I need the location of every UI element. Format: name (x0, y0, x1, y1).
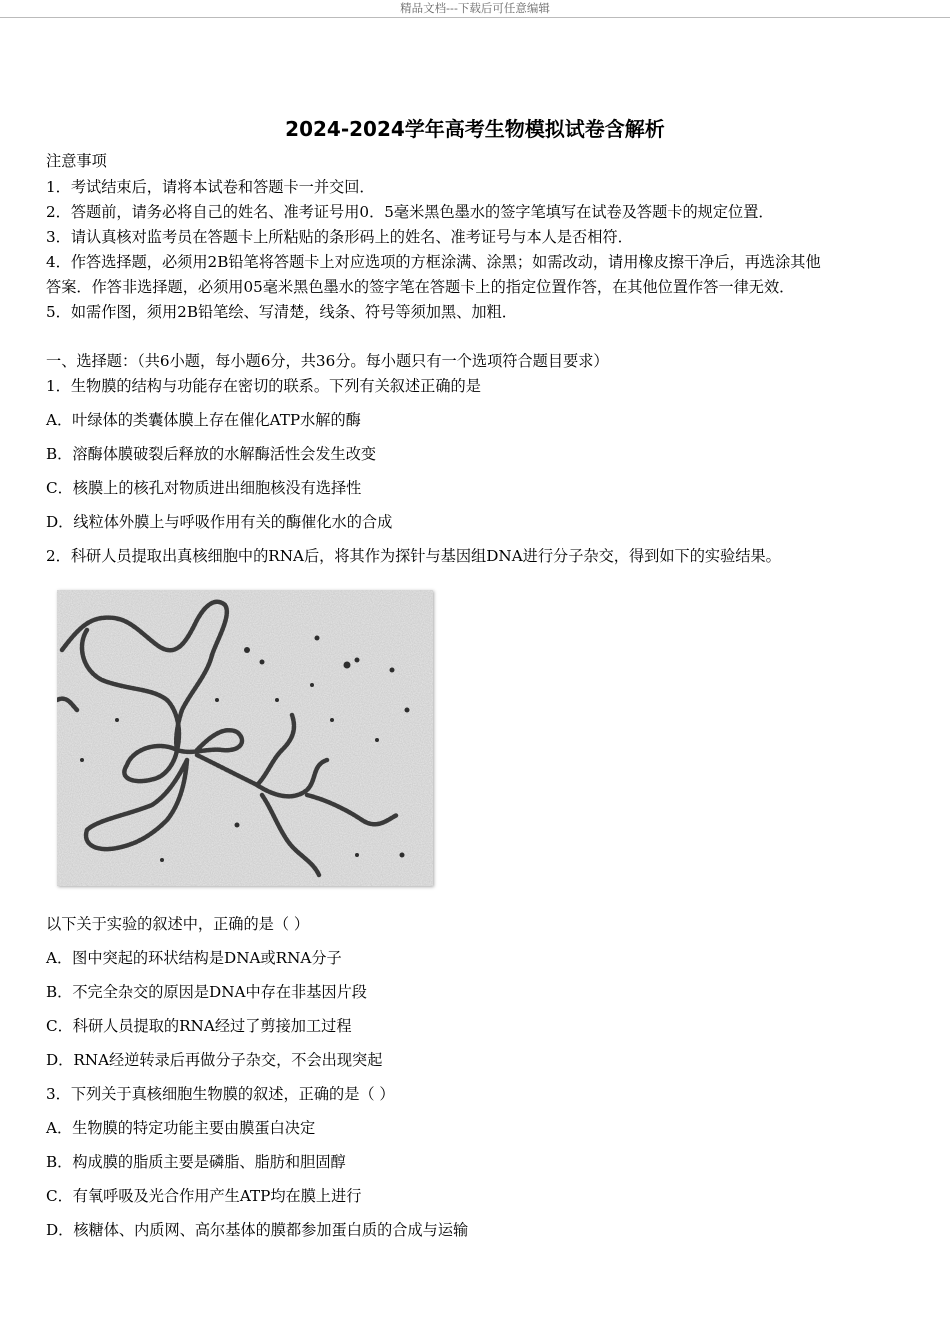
hybridization-micrograph (57, 590, 433, 886)
notice-item: 2．答题前，请务必将自己的姓名、准考证号用0．5毫米黑色墨水的签字笔填写在试卷及答题卡的规定位置． (46, 203, 774, 221)
option-b: B．不完全杂交的原因是DNA中存在非基因片段 (46, 983, 367, 1001)
notice-item: 4．作答选择题，必须用2B铅笔将答题卡上对应选项的方框涂满、涂黑；如需改动，请用橡皮擦干净后，再选涂其他 (46, 253, 821, 271)
notice-heading: 注意事项 (46, 152, 107, 170)
option-c: C．核膜上的核孔对物质进出细胞核没有选择性 (46, 479, 362, 497)
option-a: A．图中突起的环状结构是DNA或RNA分子 (46, 949, 342, 967)
section-heading: 一、选择题：（共6小题，每小题6分，共36分。每小题只有一个选项符合题目要求） (46, 352, 609, 370)
notice-item: 答案．作答非选择题，必须用05毫米黑色墨水的签字笔在答题卡上的指定位置作答，在其他位置作答一律无效． (46, 278, 795, 296)
option-d: D．线粒体外膜上与呼吸作用有关的酶催化水的合成 (46, 513, 393, 531)
header-divider (0, 17, 950, 18)
notice-item: 3．请认真核对监考员在答题卡上所粘贴的条形码上的姓名、准考证号与本人是否相符． (46, 228, 633, 246)
option-b: B．溶酶体膜破裂后释放的水解酶活性会发生改变 (46, 445, 377, 463)
option-a: A．生物膜的特定功能主要由膜蛋白决定 (46, 1119, 316, 1137)
notice-item: 5．如需作图，须用2B铅笔绘、写清楚，线条、符号等须加黑、加粗． (46, 303, 517, 321)
option-d: D．RNA经逆转录后再做分子杂交，不会出现突起 (46, 1051, 383, 1069)
option-a: A．叶绿体的类囊体膜上存在催化ATP水解的酶 (46, 411, 361, 429)
option-c: C．科研人员提取的RNA经过了剪接加工过程 (46, 1017, 352, 1035)
page-header: 精品文档---下载后可任意编辑 (400, 1, 550, 15)
page-title: 2024-2024学年高考生物模拟试卷含解析 (285, 117, 665, 141)
option-b: B．构成膜的脂质主要是磷脂、脂肪和胆固醇 (46, 1153, 346, 1171)
option-c: C．有氧呼吸及光合作用产生ATP均在膜上进行 (46, 1187, 362, 1205)
question-stem: 2．科研人员提取出真核细胞中的RNA后，将其作为探针与基因组DNA进行分子杂交，得到如下的实验结果。 (46, 547, 781, 565)
question-prompt: 以下关于实验的叙述中，正确的是（ ） (46, 915, 310, 933)
option-d: D．核糖体、内质网、高尔基体的膜都参加蛋白质的合成与运输 (46, 1221, 469, 1239)
question-stem: 3．下列关于真核细胞生物膜的叙述，正确的是（ ） (46, 1085, 395, 1103)
question-stem: 1．生物膜的结构与功能存在密切的联系。下列有关叙述正确的是 (46, 377, 481, 395)
notice-item: 1．考试结束后，请将本试卷和答题卡一并交回． (46, 178, 375, 196)
